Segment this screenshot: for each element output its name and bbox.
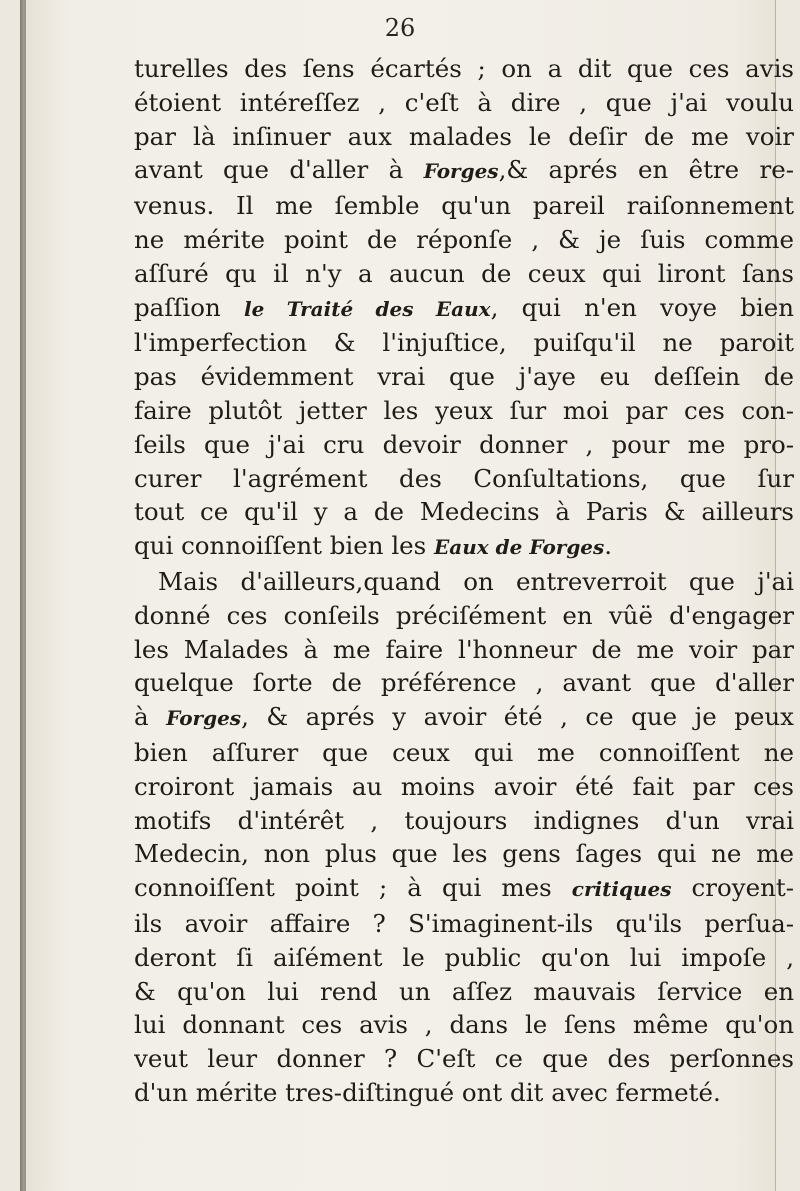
text-line [134, 223, 794, 257]
italic-phrase: Forges [423, 159, 499, 184]
text-line [134, 941, 794, 975]
text-line [134, 770, 794, 804]
text-run: Medecin, non plus que les gens ſages qui ne me [134, 839, 794, 869]
text-run: par là inſinuer aux malades le deſir de me voir [134, 121, 794, 151]
text-line [134, 153, 794, 189]
text-run: ils avoir affaire ? S'imaginent-ils qu'ils perſua- [134, 908, 794, 938]
text-run: bien aſſurer que ceux qui me connoiſſent ne [134, 737, 794, 767]
text-line [134, 189, 794, 223]
text-line [134, 120, 794, 154]
text-run: . [604, 531, 613, 561]
text-run: ſeils que j'ai cru devoir donner , pour me pro- [134, 429, 794, 459]
text-run: donné ces conſeils préciſément en vûë d'engager [134, 600, 794, 630]
text-run: deront ſi aiſément le public qu'on lui impoſe , [134, 942, 794, 972]
text-line [134, 52, 794, 86]
text-run: connoiſſent point ; à qui mes [134, 873, 572, 903]
text-line [134, 529, 794, 565]
text-line [134, 700, 794, 736]
text-line [134, 257, 794, 291]
italic-phrase: Forges [166, 706, 242, 731]
text-run: les Malades à me faire l'honneur de me voir par [134, 634, 794, 664]
body-text [134, 52, 794, 1110]
text-line [134, 871, 794, 907]
italic-phrase: critiques [571, 877, 672, 902]
text-run: , & aprés y avoir été , ce que je peux [241, 702, 794, 732]
text-line [134, 666, 794, 700]
text-run: turelles des ſens écartés ; on a dit que ces avis [134, 54, 794, 83]
text-run: pas évidemment vrai que j'aye eu deſſein de [134, 362, 794, 392]
italic-phrase: le Traité des Eaux [244, 296, 491, 321]
text-run: ne mérite point de réponſe , & je ſuis comme [134, 224, 794, 254]
text-line [134, 837, 794, 871]
text-line [134, 394, 794, 428]
text-run: d'un mérite tres-diſtingué ont dit avec fermeté. [134, 1077, 721, 1107]
text-run: aſſuré qu il n'y a aucun de ceux qui liront ſans [134, 258, 794, 288]
text-line [134, 1042, 794, 1076]
text-run: quelque ſorte de préférence , avant que d'aller [134, 668, 794, 698]
text-run: curer l'agrément des Conſultations, que ſur [134, 463, 794, 493]
text-line [134, 804, 794, 838]
text-run: motifs d'intérêt , toujours indignes d'un vrai [134, 805, 794, 835]
text-line [134, 291, 794, 327]
text-run: veut leur donner ? C'eſt ce que des perſonnes [134, 1044, 794, 1074]
page-number: 26 [384, 14, 416, 42]
text-run: Mais d'ailleurs,quand on entreverroit que j'ai [158, 566, 794, 596]
text-run: ,& aprés en être re- [498, 155, 794, 185]
text-run: faire plutôt jetter les yeux ſur moi par ces con- [134, 395, 794, 425]
text-run: croiront jamais au moins avoir été fait par ces [134, 771, 794, 801]
text-run: à [134, 702, 167, 732]
book-page [24, 0, 794, 1191]
text-line [134, 326, 794, 360]
text-line [134, 360, 794, 394]
text-line [134, 462, 794, 496]
text-run: avant que d'aller à [134, 155, 424, 185]
italic-phrase: Eaux de Forges [434, 535, 605, 560]
text-line [134, 1076, 794, 1110]
text-run: lui donnant ces avis , dans le ſens même qu'on [134, 1010, 794, 1040]
text-line [134, 907, 794, 941]
text-line [134, 633, 794, 667]
text-run: qui connoiſſent bien les [134, 531, 435, 561]
text-run: croyent- [671, 873, 794, 903]
text-run: étoient intéreſſez , c'eſt à dire , que j'ai voulu [134, 87, 794, 117]
text-run: , qui n'en voye bien [490, 292, 794, 322]
text-line [134, 565, 794, 599]
text-run: & qu'on lui rend un aſſez mauvais ſervice en [134, 976, 794, 1006]
text-line [134, 428, 794, 462]
text-run: paſſion [134, 292, 244, 322]
text-line [134, 599, 794, 633]
text-line [134, 736, 794, 770]
text-run: venus. Il me ſemble qu'un pareil raiſonnement [134, 191, 794, 221]
text-line [134, 495, 794, 529]
text-run: l'imperfection & l'injuſtice, puiſqu'il ne paroit [134, 328, 794, 358]
text-line [134, 1008, 794, 1042]
text-run: tout ce qu'il y a de Medecins à Paris & ailleurs [134, 497, 794, 527]
text-line [134, 86, 794, 120]
text-line [134, 975, 794, 1009]
